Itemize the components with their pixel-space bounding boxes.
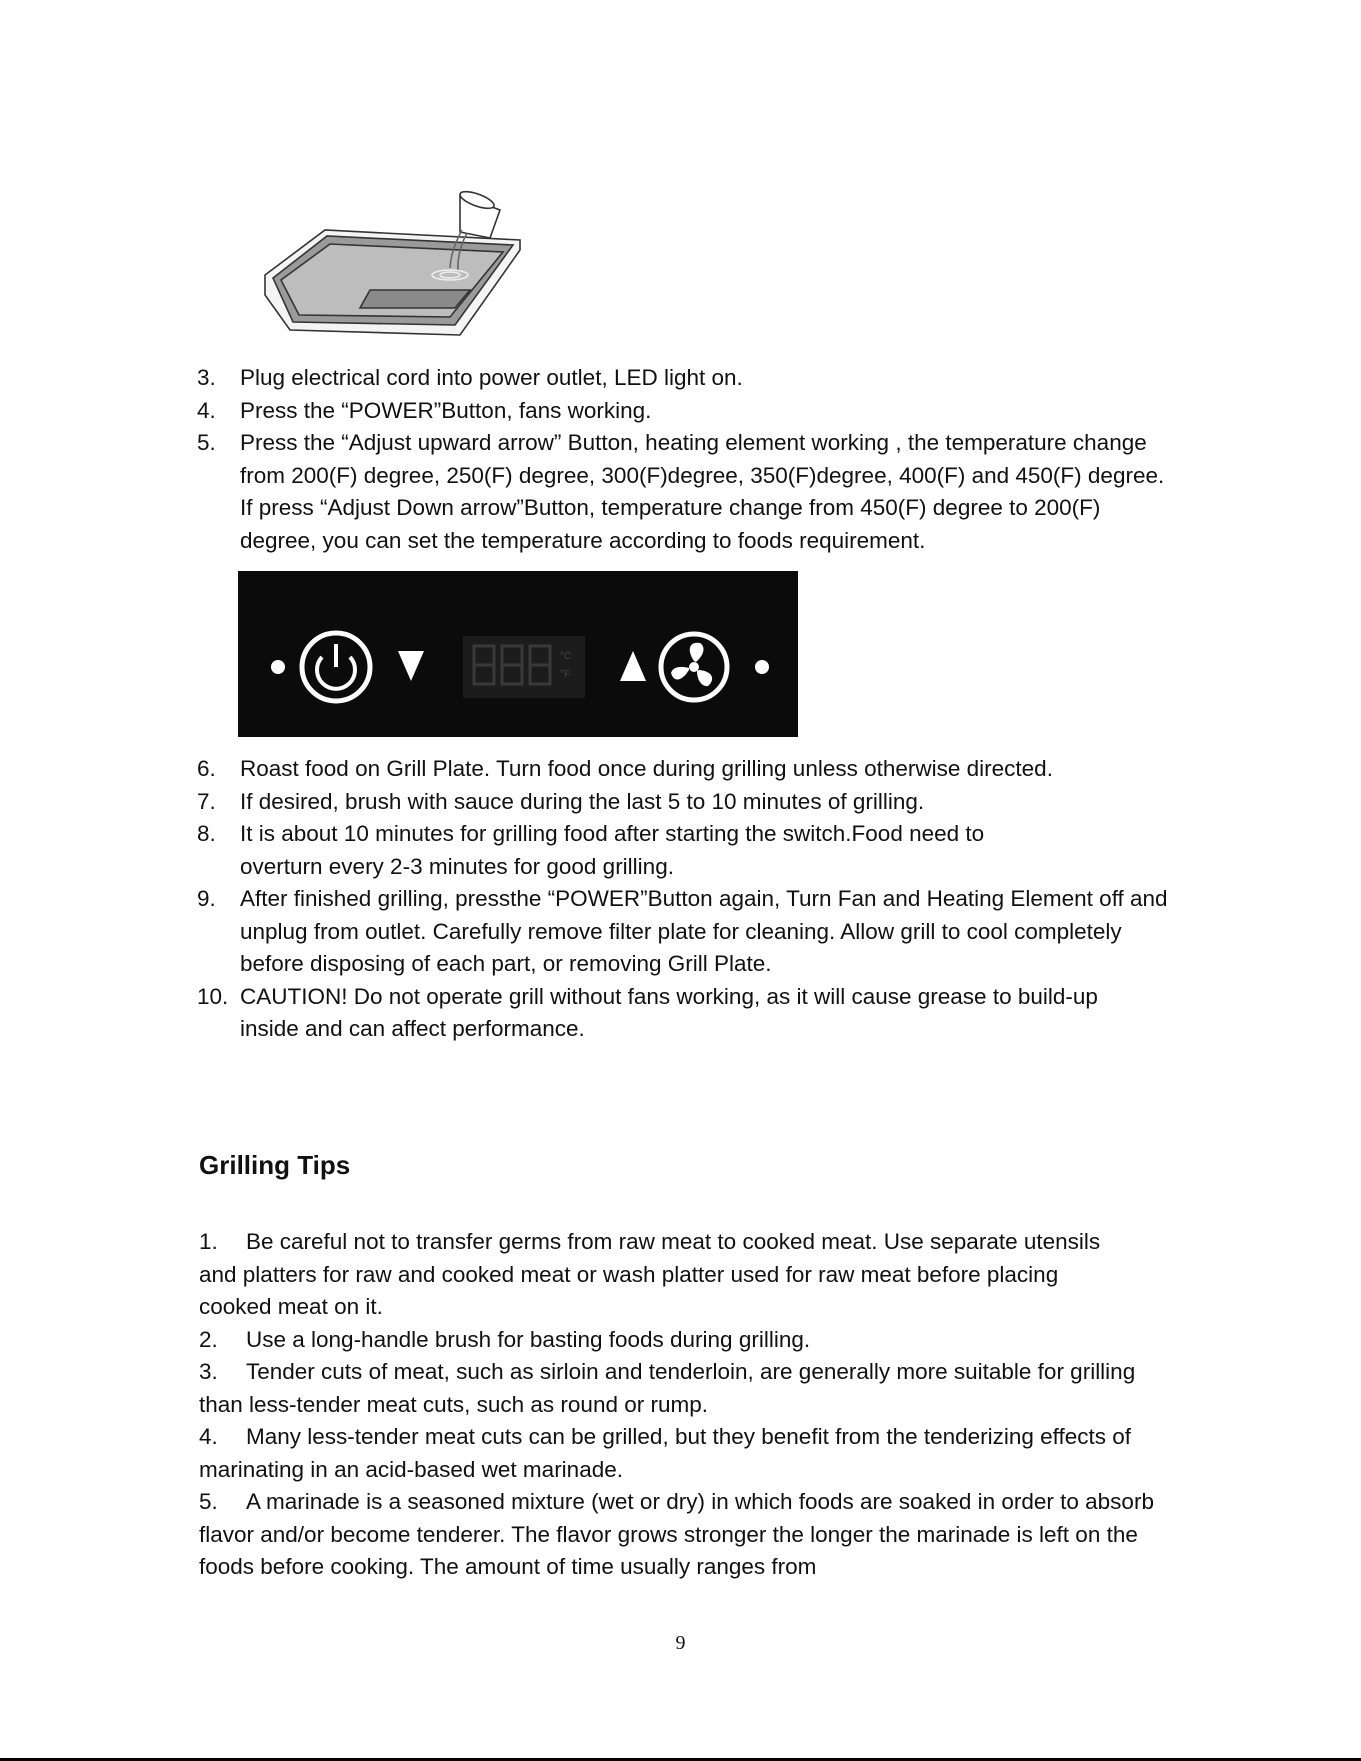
list-item: 4. Many less-tender meat cuts can be grilled, but they benefit from the tenderizing effects of marinating in an acid-based wet marinade. bbox=[199, 1424, 1132, 1482]
section-heading-grilling-tips: Grilling Tips bbox=[199, 1150, 351, 1180]
page-number: 9 bbox=[675, 1632, 686, 1654]
list-item: 3. Tender cuts of meat, such as sirloin and tenderloin, are generally more suitable for grilling than less-tender meat cuts, such as round or rump. bbox=[199, 1359, 1136, 1417]
list-item: 10. CAUTION! Do not operate grill without fans working, as it will cause grease to build-up inside and can affect performance. bbox=[197, 983, 1098, 1041]
list-item: 5. A marinade is a seasoned mixture (wet or dry) in which foods are soaked in order to absorb flavor and/or become tenderer. The flavor grows stronger the longer the marinade is left on the foods before cooking. The amount of time usually ranges from bbox=[199, 1489, 1154, 1579]
down-arrow-icon bbox=[398, 651, 424, 681]
left-led-dot bbox=[271, 660, 285, 674]
list-item: 1. Be careful not to transfer germs from raw meat to cooked meat. Use separate utensils and platters for raw and cooked meat or wash platter used for raw meat before placing cooked meat on it. bbox=[199, 1229, 1101, 1319]
fan-icon bbox=[661, 634, 727, 700]
steps-list-bottom bbox=[197, 753, 1197, 1046]
up-arrow-icon bbox=[620, 651, 646, 681]
power-icon bbox=[302, 633, 370, 701]
unit-c: °C bbox=[560, 651, 572, 662]
list-item: 5. Press the “Adjust upward arrow” Button, heating element working , the temperature change from 200(F) degree, 250(F) degree, 300(F)degree, 350(F)degree, 400(F) and 450(F) degree. If press “Adjust Down arrow”Button, temperature change from 450(F) degree to 200(F) degree, you can set the temperature according to foods requirement. bbox=[197, 430, 1165, 553]
grilling-tips-list bbox=[199, 1226, 1159, 1584]
list-item: 6. Roast food on Grill Plate. Turn food once during grilling unless otherwise directed. bbox=[197, 756, 1053, 781]
list-item: 3. Plug electrical cord into power outlet, LED light on. bbox=[197, 365, 743, 390]
list-item: 8. It is about 10 minutes for grilling food after starting the switch.Food need to overturn every 2-3 minutes for good grilling. bbox=[197, 821, 985, 879]
control-panel-illustration bbox=[238, 571, 798, 737]
display-digits: 888 bbox=[474, 707, 481, 712]
right-led-dot bbox=[755, 660, 769, 674]
drip-tray-water-illustration bbox=[255, 190, 545, 340]
list-item: 4. Press the “POWER”Button, fans working. bbox=[197, 397, 652, 423]
steps-list-top bbox=[197, 362, 1197, 557]
list-item: 9. After finished grilling, pressthe “POWER”Button again, Turn Fan and Heating Element off and unplug from outlet. Carefully remove filter plate for cleaning. Allow grill to cool completely before disposing of each part, or removing Grill Plate. bbox=[197, 886, 1168, 976]
list-item: 7. If desired, brush with sauce during the last 5 to 10 minutes of grilling. bbox=[197, 788, 925, 814]
unit-f: °F bbox=[560, 669, 571, 680]
list-item: 2. Use a long-handle brush for basting foods during grilling. bbox=[199, 1326, 811, 1352]
